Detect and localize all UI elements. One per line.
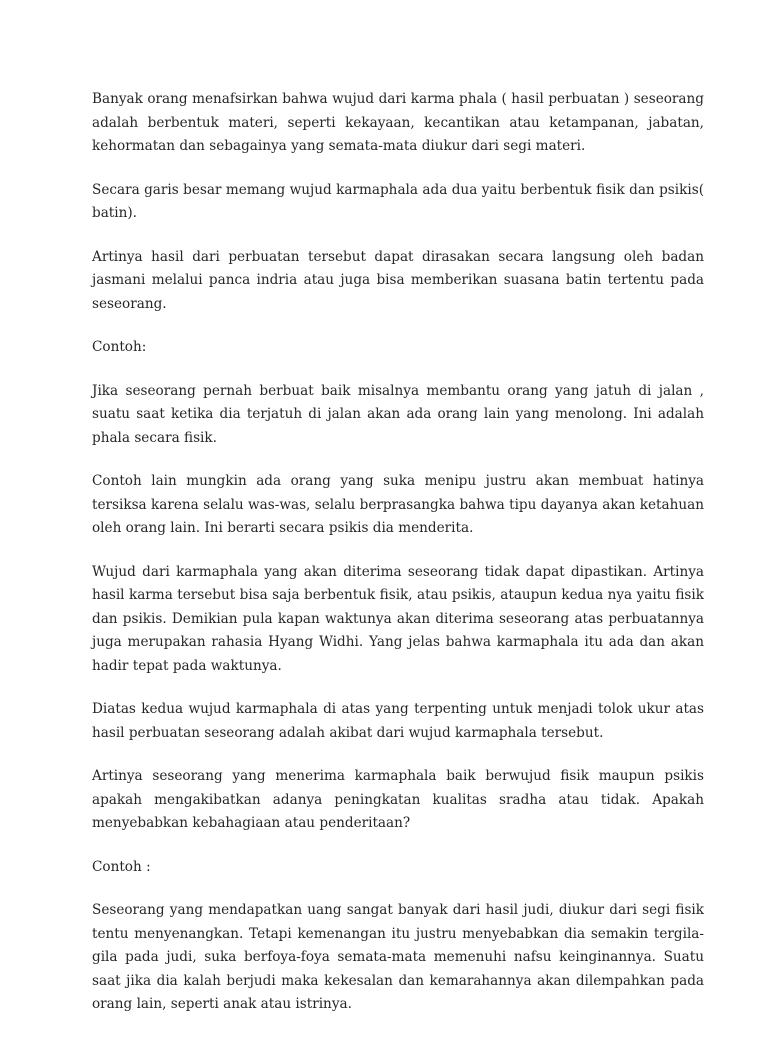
paragraph-karmaphala-materi: Banyak orang menafsirkan bahwa wujud dari karma phala ( hasil perbuatan ) seseorang adalah berbentuk materi, seperti kekayaan, kecantikan atau ketampanan, jabatan, kehormatan dan sebagainya yang semata-mata diukur dari segi materi. [92, 91, 704, 154]
paragraph-contoh-heading-1: Contoh: [92, 339, 147, 355]
paragraph-artinya-hasil: Artinya hasil dari perbuatan tersebut dapat dirasakan secara langsung oleh badan jasmani melalui panca indria atau juga bisa memberikan suasana batin tertentu pada seseorang. [92, 248, 704, 312]
paragraph-contoh-judi: Seseorang yang mendapatkan uang sangat banyak dari hasil judi, diukur dari segi fisik tentu menyenangkan. Tetapi kemenangan itu justru menyebabkan dia semakin tergila-gila pada judi, suka berfoya-foya semata-mata memenuhi nafsu keinginannya. Suatu saat jika dia kalah berjudi maka kekesalan dan kemarahannya akan dilempahkan pada orang lain, seperti anak atau istrinya. [92, 902, 704, 1012]
paragraph-contoh-heading-2: Contoh : [92, 858, 151, 875]
paragraph-contoh-fisik: Jika seseorang pernah berbuat baik misalnya membantu orang yang jatuh di jalan , suatu saat ketika dia terjatuh di jalan akan ada orang lain yang menolong. Ini adalah phala secara fisik. [92, 382, 704, 446]
document-page [92, 88, 704, 1037]
paragraph-fisik-psikis: Secara garis besar memang wujud karmaphala ada dua yaitu berbentuk fisik dan psikis( batin). [92, 181, 704, 221]
paragraph-sradha: Artinya seseorang yang menerima karmaphala baik berwujud fisik maupun psikis apakah mengakibatkan adanya peningkatan kualitas sradha atau tidak. Apakah menyebabkan kebahagiaan atau penderitaan? [92, 768, 704, 831]
paragraph-contoh-psikis: Contoh lain mungkin ada orang yang suka menipu justru akan membuat hatinya tersiksa karena selalu was-was, selalu berprasangka bahwa tipu dayanya akan ketahuan oleh orang lain. Ini berarti secara psikis dia menderita. [92, 473, 704, 536]
paragraph-wujud-karmaphala: Wujud dari karmaphala yang akan diterima seseorang tidak dapat dipastikan. Artinya hasil karma tersebut bisa saja berbentuk fisik, atau psikis, ataupun kedua nya yaitu fisik dan psikis. Demikian pula kapan waktunya akan diterima seseorang atas perbuatannya juga merupakan rahasia Hyang Widhi. Yang jelas bahwa karmaphala itu ada dan akan hadir tepat pada waktunya. [92, 563, 704, 674]
paragraph-tolok-ukur: Diatas kedua wujud karmaphala di atas yang terpenting untuk menjadi tolok ukur atas hasil perbuatan seseorang adalah akibat dari wujud karmaphala tersebut. [92, 701, 704, 741]
